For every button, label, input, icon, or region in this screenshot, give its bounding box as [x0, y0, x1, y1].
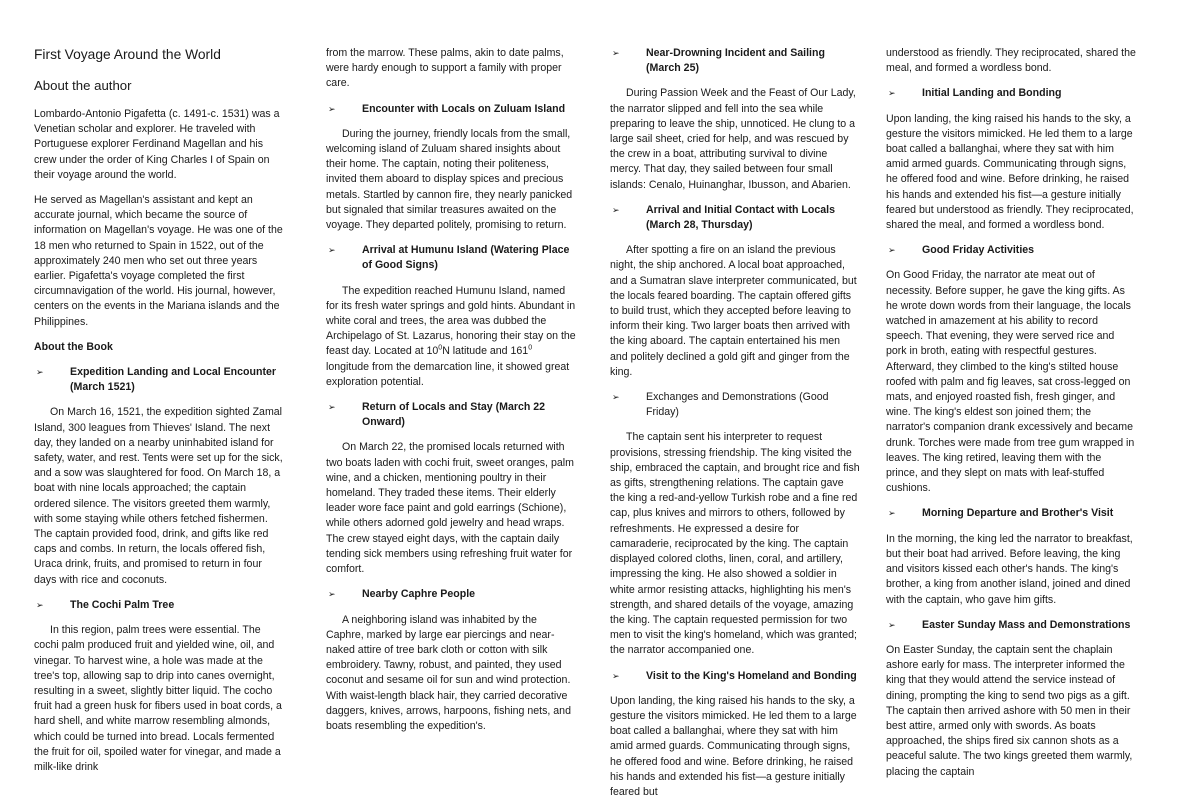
section-heading: [610, 390, 860, 420]
degree-superscript: 0: [438, 344, 443, 352]
body-text: N latitude and 161: [442, 345, 529, 358]
section-heading-text: Arrival and Initial Contact with Locals (March 28, Thursday): [646, 203, 835, 232]
section-body: On Good Friday, the narrator ate meat out of necessity. Before supper, he gave the king gifts. As he wrote down words from their language, the locals watched in amazement at his ability to record speech. That evening, they were served rice and pork in broth, eating with respectful gestures. Afterward, they climbed to the king's stilted house roofed with palm and fig leaves, sat cross-legged on mats, and enjoyed roasted fish, fresh ginger, and wine. The king's eldest son joined them; the narrator's companion drank excessively and became drunk. Torches were made from tree gum wrapped in leaves. The king retired, leaving them with the prince, and they slept on mats with leaf-stuffed cushions.: [886, 269, 1135, 495]
arrow-bullet-icon: ➢: [328, 245, 336, 256]
section-body-continued: understood as friendly. They reciprocated, shared the meal, and formed a wordless bond.: [886, 47, 1136, 75]
arrow-bullet-icon: ➢: [328, 103, 336, 114]
author-paragraph: He served as Magellan's assistant and kept an accurate journal, which became the source of information on Magellan's voyage. He was one of the 18 men who returned to Spain in 1522, out of the approximately 240 men who set out three years earlier. Pigafetta's voyage completed the first circumnavigation of the world. His journal, however, centers on the events in the Mariana islands and the Philippines.: [34, 194, 283, 328]
arrow-bullet-icon: ➢: [888, 88, 896, 99]
column-1: [34, 46, 284, 785]
section-heading-text: Visit to the King's Homeland and Bonding: [646, 669, 857, 682]
section-heading-text: Arrival at Humunu Island (Watering Place of Good Signs): [362, 244, 570, 272]
arrow-bullet-icon: ➢: [36, 599, 44, 610]
author-paragraph: Lombardo-Antonio Pigafetta (c. 1491-c. 1531) was a Venetian scholar and explorer. He traveled with Portuguese explorer Ferdinand Magellan and his crew under the order of King Charles I of Spain on their voyage around the world.: [34, 108, 280, 181]
arrow-bullet-icon: ➢: [36, 367, 44, 378]
section-heading: [610, 46, 860, 76]
section-heading: [886, 243, 1136, 258]
section-heading-text: The Cochi Palm Tree: [70, 598, 175, 611]
section-heading: [886, 618, 1136, 633]
about-book-label: About the Book: [34, 340, 113, 353]
section-body: During the journey, friendly locals from the small, welcoming island of Zuluam shared insights about their home. The captain, noting their politeness, invited them aboard to display spices and precious metals. Startled by cannon fire, they nearly panicked but signaled that similar treasures awaited on the voyage. They departed politely, promising to return.: [326, 127, 573, 232]
arrow-bullet-icon: ➢: [888, 508, 896, 519]
section-heading-text: Initial Landing and Bonding: [922, 87, 1062, 100]
body-text: The expedition reached Humunu Island, named for its fresh water springs and gold hints. Abundant in white coral and trees, the area was dubbed the Archipelago of St. Lazarus, honoring their stay on the feast day. Located at 10: [326, 284, 576, 358]
section-body: The captain sent his interpreter to request provisions, stressing friendship. The king visited the ship, embraced the captain, and brought rice and fish as gifts, strengthening relations. The captain gave the king a red-and-yellow Turkish robe and a fine red cap, plus knives and mirrors to others, followed by refreshments. He expressed a desire for camaraderie, reciprocated by the king. The captain displayed colored cloths, linen, coral, and artillery, impressing the king. He also showed a soldier in white armor resisting attacks, highlighting his men's strength, and shared details of the voyage, amazing the king. The captain requested permission for two men to visit the king's homeland, which was granted; the narrator accompanied one.: [610, 431, 860, 657]
arrow-bullet-icon: ➢: [888, 245, 896, 256]
page-title: First Voyage Around the World: [34, 47, 221, 62]
section-body: On Easter Sunday, the captain sent the chaplain ashore early for mass. The interpreter informed the king that they would attend the service instead of dining, prompting the king to send two pigs as a gift. The captain then arrived ashore with 50 men in their best attire, armed only with swords. As boats approached, the ships fired six cannon shots as a peaceful salute. The two kings greeted them warmly, placing the captain: [886, 643, 1133, 778]
section-body: Upon landing, the king raised his hands to the sky, a gesture the visitors mimicked. He led them to a large boat called a ballanghai, where they sat with him amid armed guards. Communicating through signs, he offered food and wine. Before drinking, he raised his hands and extended his fist—a gesture initially feared but: [610, 694, 857, 798]
section-heading: [326, 587, 576, 602]
arrow-bullet-icon: ➢: [328, 589, 336, 600]
arrow-bullet-icon: ➢: [612, 392, 620, 403]
section-heading: [326, 243, 576, 273]
arrow-bullet-icon: ➢: [612, 670, 620, 681]
section-body: On March 22, the promised locals returned with two boats laden with cochi fruit, sweet oranges, palm wine, and a chicken, mentioning poultry in their homeland. They traded these items. Their elderly leader wore face paint and gold earrings (Schione), while others adorned gold jewelry and head wraps. The crew stayed eight days, with the captain daily tending sick members using refreshing fruit water for comfort.: [326, 441, 574, 576]
arrow-bullet-icon: ➢: [612, 204, 620, 215]
author-subtitle: About the author: [34, 78, 132, 93]
section-heading-text: Good Friday Activities: [922, 244, 1035, 257]
arrow-bullet-icon: ➢: [888, 619, 896, 630]
section-body-continued: from the marrow. These palms, akin to date palms, were hardy enough to support a family with proper care.: [326, 47, 564, 90]
section-heading-text: Encounter with Locals on Zuluam Island: [362, 102, 566, 115]
column-2: [326, 46, 576, 744]
section-heading: [326, 400, 576, 430]
section-heading-text: Easter Sunday Mass and Demonstrations: [922, 618, 1131, 631]
section-body: Upon landing, the king raised his hands to the sky, a gesture the visitors mimicked. He led them to a large boat called a ballanghai, where they sat with him amid armed guards. Communicating through signs, he offered food and wine. Before drinking, he raised his hands and extended his fist—a gesture initially feared but understood as friendly. They reciprocated, shared the meal, and formed a wordless bond.: [886, 112, 1134, 232]
section-heading-text: Nearby Caphre People: [362, 588, 476, 601]
section-heading-text: Morning Departure and Brother's Visit: [922, 507, 1114, 520]
section-body: In the morning, the king led the narrator to breakfast, but their boat had arrived. Before leaving, the king and visitors kissed each other's hands. The king's brother, a king from another island, joined and dined with the captain, who gave him gifts.: [886, 532, 1133, 606]
section-body: [326, 284, 576, 390]
arrow-bullet-icon: ➢: [328, 402, 336, 413]
section-heading-text: Exchanges and Demonstrations (Good Friday): [646, 391, 829, 419]
section-heading-text: Return of Locals and Stay (March 22 Onward): [362, 401, 546, 429]
section-heading: [610, 669, 860, 684]
section-heading: [886, 506, 1136, 521]
section-body: A neighboring island was inhabited by the Caphre, marked by large ear piercings and near-naked attire of tree bark cloth or cotton with silk embroidery. Tawny, robust, and painted, they used coconut and sesame oil for sun and wind protection. With waist-length black hair, they carried decorative daggers, knives, arrows, harpoons, fishing nets, and boats resembling the expedition's.: [326, 613, 571, 732]
column-3: [610, 46, 860, 810]
section-heading-text: Near-Drowning Incident and Sailing (March 25): [646, 47, 825, 75]
section-heading: [610, 203, 860, 233]
section-body: During Passion Week and the Feast of Our Lady, the narrator slipped and fell into the sea while preparing to leave the ship, unnoticed. He clung to a large sail sheet, cried for help, and was rescued by the crew in a boat, attributing survival to divine mercy. That day, they sailed between four small islands: Cenalo, Huinanghar, Ibusson, and Abarien.: [610, 87, 856, 191]
body-text: longitude from the demarcation line, it showed great exploration potential.: [326, 360, 570, 388]
section-heading: [326, 102, 576, 117]
section-heading: [34, 365, 284, 395]
section-heading-text: Expedition Landing and Local Encounter (March 1521): [70, 366, 276, 394]
section-body: After spotting a fire on an island the previous night, the ship anchored. A local boat approached, and a Sumatran slave interpreter communicated, but the locals feared boarding. The captain offered gifts to build trust, which they accepted before leaving to inform their king. Two larger boats then arrived with the king aboard. The captain entertained his men and politely declined a gold gift and ginger from the king.: [610, 244, 857, 378]
section-body: On March 16, 1521, the expedition sighted Zamal Island, 300 leagues from Thieves' Island. The next day, they landed on a nearby uninhabited island for safety, water, and rest. Tents were set up for the sick, and a sow was slaughtered for food. On March 18, a boat with nine locals approached; the captain ordered silence. The visitors greeted them warmly, with some staying while others fetched fishermen. The captain provided food, drink, and gifts like red caps and combs. In return, the locals offered fish, Uraca drink, fruits, and promised to return in four days with rice and coconuts.: [34, 406, 283, 586]
section-body: In this region, palm trees were essential. The cochi palm produced fruit and yielded wine, oil, and vinegar. To harvest wine, a hole was made at the tree's top, allowing sap to drip into canes overnight, resulting in a sweet, slightly bitter liquid. The cocho fruit had a green husk for fibers used in boat cords, a hard shell, and white marrow resembling almonds, which could be turned into bread. Locals fermented the fruit for oil, spoiled water for vinegar, and made a milk-like drink: [34, 624, 282, 773]
column-4: [886, 46, 1136, 790]
degree-superscript: 0: [528, 344, 533, 352]
section-heading: [886, 86, 1136, 101]
arrow-bullet-icon: ➢: [612, 48, 620, 58]
section-heading: [34, 598, 284, 613]
